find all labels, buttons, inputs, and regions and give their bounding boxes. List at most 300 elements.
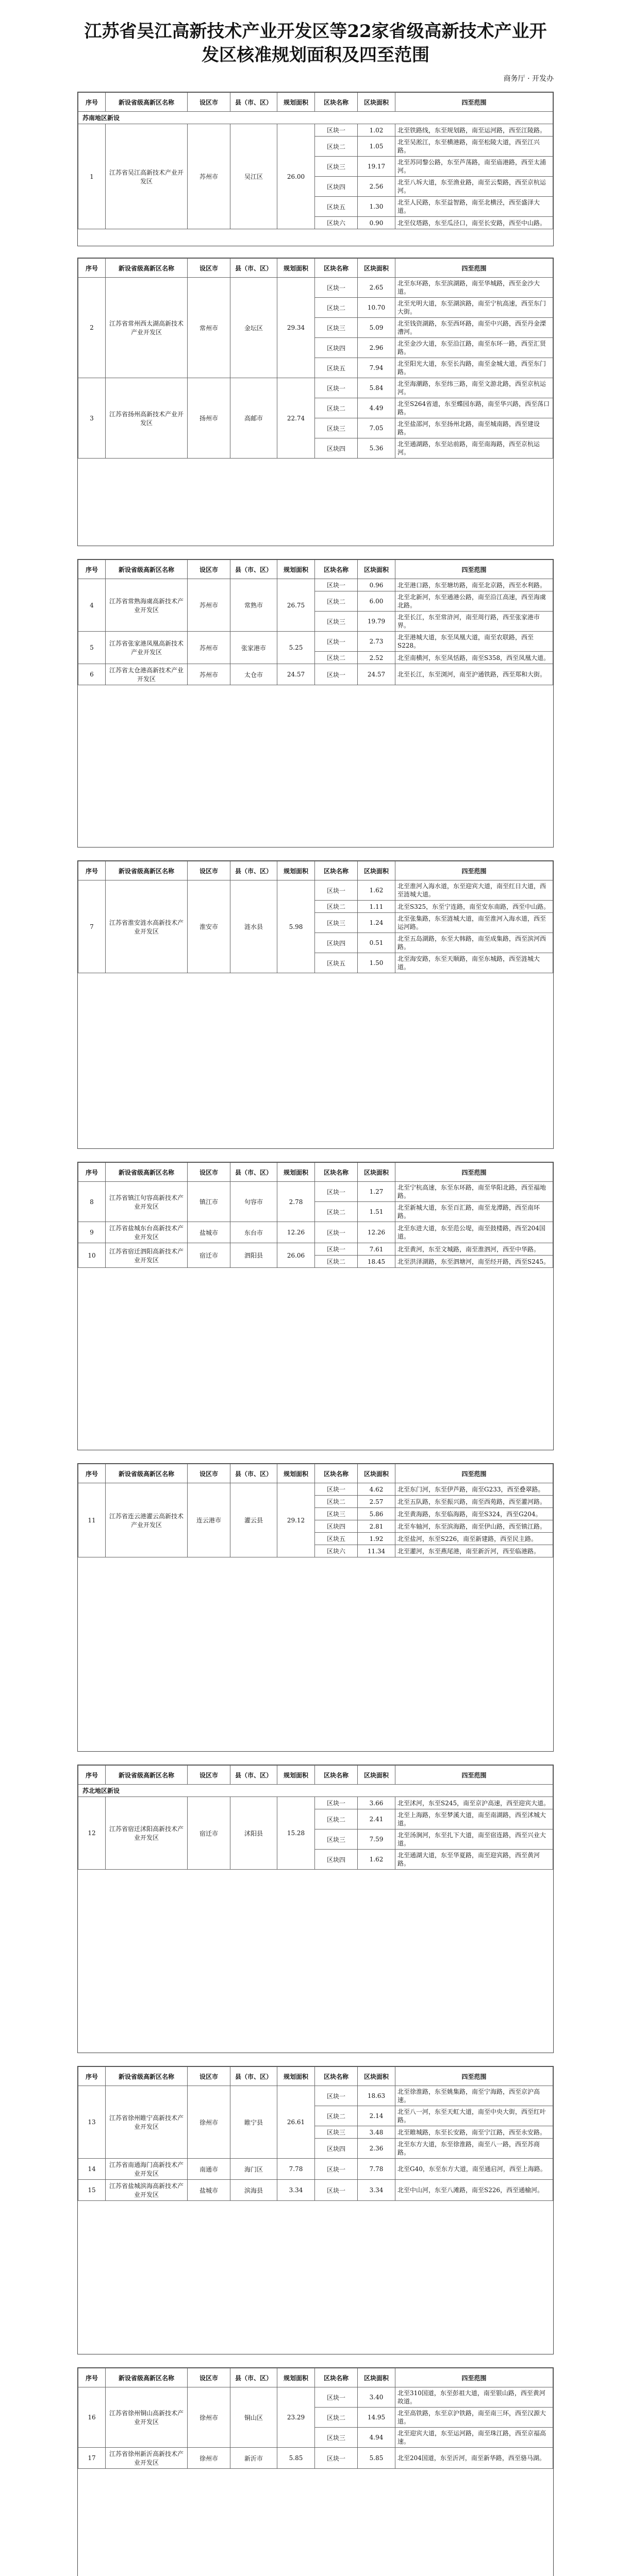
block-name: 区块四 [315,338,358,358]
table-row [78,378,553,398]
boundary-description: 北至长江，东至常浒河，南至周行路，西至张家港市界。 [395,612,553,632]
city-name: 连云港市 [188,1483,230,1557]
block-name: 区块一 [315,1243,358,1256]
boundary-description: 北至阳光大道，东至长沟路，南至金城大道，西至东门路。 [395,358,553,378]
column-header: 四至范围 [395,560,553,579]
city-name: 南通市 [188,2159,230,2180]
boundary-description: 北至金沙大道，东至沿江路，南至东环一路，西至汇贤路。 [395,338,553,358]
column-header: 序号 [78,861,106,880]
park-name: 江苏省淮安涟水高新技术产业开发区 [106,880,188,973]
column-header: 区块名称 [315,1163,358,1182]
block-area: 5.85 [358,2448,395,2469]
county-name: 新沂市 [230,2448,277,2469]
column-header: 县（市、区） [230,560,277,579]
planned-area: 29.34 [277,278,315,378]
column-header: 序号 [78,1464,106,1483]
park-name: 江苏省太仓港高新技术产业开发区 [106,664,188,685]
table-row [78,1483,553,1496]
block-area: 2.41 [358,1809,395,1829]
block-name: 区块二 [315,591,358,612]
block-area: 2.81 [358,1520,395,1533]
column-header: 规划面积 [277,1766,315,1785]
block-name: 区块二 [315,652,358,664]
park-number: 8 [78,1182,106,1222]
column-header: 设区市 [188,560,230,579]
table-row [78,1797,553,1809]
document-page [77,559,554,848]
block-area: 11.34 [358,1545,395,1557]
block-area: 1.24 [358,913,395,933]
block-area: 7.78 [358,2159,395,2180]
document-page [77,92,554,246]
block-name: 区块四 [315,1850,358,1870]
column-header: 规划面积 [277,2067,315,2086]
park-name: 江苏省徐州睢宁高新技术产业开发区 [106,2086,188,2159]
column-header: 区块面积 [358,1163,395,1182]
column-header: 新设省级高新区名称 [106,560,188,579]
block-name: 区块五 [315,197,358,217]
column-header: 规划面积 [277,560,315,579]
column-header: 县（市、区） [230,2067,277,2086]
park-name: 江苏省张家港凤凰高新技术产业开发区 [106,632,188,664]
boundary-description: 北至八一河，东至天虹大道，南至中央大街，西至红叶路。 [395,2106,553,2126]
column-header: 县（市、区） [230,1163,277,1182]
document-title: 江苏省吴江高新技术产业开发区等22家省级高新技术产业开发区核准规划面积及四至范围 [84,21,547,65]
column-header: 序号 [78,1766,106,1785]
boundary-description: 北至高铁路，东至京沪铁路，南至南三环，西至汉源大道。 [395,2408,553,2428]
block-name: 区块一 [315,1797,358,1809]
block-name: 区块四 [315,933,358,953]
block-name: 区块二 [315,901,358,913]
boundary-description: 北至新城大道，东至百汇路，南至龙潭路，西至南环路。 [395,1202,553,1222]
block-name: 区块一 [315,2448,358,2469]
county-name: 海门区 [230,2159,277,2180]
block-area: 1.62 [358,880,395,901]
block-name: 区块二 [315,398,358,418]
block-area: 1.27 [358,1182,395,1202]
park-name: 江苏省宿迁沭阳高新技术产业开发区 [106,1797,188,1870]
county-name: 常熟市 [230,579,277,632]
block-area: 5.84 [358,378,395,398]
boundary-description: 北至港口路，东至塘坊路，南至北京路，西至水利路。 [395,579,553,591]
block-name: 区块三 [315,1508,358,1520]
column-header: 规划面积 [277,861,315,880]
column-header: 县（市、区） [230,2368,277,2387]
boundary-description: 北至宁杭高速，东至东环路，南至华阳北路，西至福地路。 [395,1182,553,1202]
boundary-description: 北至上海路，东至梦溪大道，南至南湖路，西至沭城大道。 [395,1809,553,1829]
column-header: 规划面积 [277,2368,315,2387]
document-page [77,258,554,546]
park-area-table [78,258,553,459]
column-header: 区块面积 [358,861,395,880]
block-area: 1.11 [358,901,395,913]
column-header: 新设省级高新区名称 [106,93,188,112]
county-name: 滨海县 [230,2180,277,2201]
table-row [78,1243,553,1256]
county-name: 太仓市 [230,664,277,685]
boundary-description: 北至钱资湖路，东至西环路，南至中兴路，西至丹金溧漕河。 [395,318,553,338]
column-header: 新设省级高新区名称 [106,2067,188,2086]
block-area: 2.73 [358,632,395,652]
column-header: 序号 [78,560,106,579]
boundary-description: 北至东进大道，东至范公堤，南至鼓楼路，西至204国道。 [395,1222,553,1243]
block-name: 区块二 [315,2106,358,2126]
boundary-description: 北至铁路线，东至规划路，南至运河路，西至江陵路。 [395,124,553,137]
park-number: 9 [78,1222,106,1243]
boundary-description: 北至海安路，东至天顺路，南至东城路，西至涟城大道。 [395,953,553,973]
boundary-description: 北至长江，东至浏河，南至沪通铁路，西至郑和大街。 [395,664,553,685]
column-header: 区块名称 [315,93,358,112]
county-name: 句容市 [230,1182,277,1222]
county-name: 涟水县 [230,880,277,973]
planned-area: 26.06 [277,1243,315,1268]
city-name: 盐城市 [188,1222,230,1243]
boundary-description: 北至东门河，东至伊芦路，南至G233，西至叠翠路。 [395,1483,553,1496]
column-header: 序号 [78,1163,106,1182]
city-name: 常州市 [188,278,230,378]
park-name: 江苏省南通海门高新技术产业开发区 [106,2159,188,2180]
table-header-row [78,861,553,880]
block-area: 0.51 [358,933,395,953]
boundary-description: 北至G40，东至东方大道，南至通启河，西至上海路。 [395,2159,553,2180]
park-name: 江苏省扬州高新技术产业开发区 [106,378,188,459]
column-header: 区块名称 [315,1766,358,1785]
park-area-table [78,1765,553,1870]
table-header-row [78,2368,553,2387]
table-row [78,2086,553,2106]
city-name: 徐州市 [188,2448,230,2469]
city-name: 镇江市 [188,1182,230,1222]
park-number: 1 [78,124,106,229]
boundary-description: 北至苏同黎公路，东至芦荡路，南至庙港路，西至太浦河。 [395,157,553,177]
column-header: 新设省级高新区名称 [106,1766,188,1785]
table-header-row [78,259,553,278]
boundary-description: 北至五岛湖路，东至大韩路，南至成集路，西至滨河西路。 [395,933,553,953]
column-header: 区块名称 [315,560,358,579]
column-header: 县（市、区） [230,1766,277,1785]
block-name: 区块二 [315,1256,358,1268]
boundary-description: 北至车轴河，东至滨海路，南至伊山路，西至镇江路。 [395,1520,553,1533]
block-name: 区块一 [315,2086,358,2106]
column-header: 四至范围 [395,93,553,112]
block-name: 区块四 [315,177,358,197]
block-name: 区块三 [315,612,358,632]
planned-area: 26.75 [277,579,315,632]
block-name: 区块一 [315,278,358,298]
planned-area: 26.61 [277,2086,315,2159]
column-header: 设区市 [188,1163,230,1182]
boundary-description: 北至沭河，东至S245，南至京沪高速，西至迎宾大道。 [395,1797,553,1809]
city-name: 扬州市 [188,378,230,459]
park-number: 10 [78,1243,106,1268]
planned-area: 22.74 [277,378,315,459]
block-area: 6.00 [358,591,395,612]
table-row [78,2448,553,2469]
planned-area: 29.12 [277,1483,315,1557]
block-name: 区块三 [315,913,358,933]
park-number: 3 [78,378,106,459]
block-name: 区块一 [315,664,358,685]
block-name: 区块三 [315,418,358,438]
park-area-table [78,92,553,229]
table-header-row [78,1163,553,1182]
block-area: 18.45 [358,1256,395,1268]
block-name: 区块四 [315,2139,358,2159]
planned-area: 12.26 [277,1222,315,1243]
block-name: 区块五 [315,1533,358,1545]
column-header: 四至范围 [395,2368,553,2387]
boundary-description: 北至东方大道，东至徐淮路，南至八一路，西至苏商路。 [395,2139,553,2159]
table-row [78,124,553,137]
park-number: 4 [78,579,106,632]
document-page [77,1463,554,1752]
park-number: 14 [78,2159,106,2180]
county-name: 沭阳县 [230,1797,277,1870]
category-row [78,112,553,124]
block-area: 4.62 [358,1483,395,1496]
park-area-table [78,1162,553,1268]
block-name: 区块三 [315,1829,358,1850]
block-name: 区块三 [315,157,358,177]
block-area: 5.09 [358,318,395,338]
block-name: 区块一 [315,1483,358,1496]
boundary-description: 北至港城大道，东至凤凰大道，南至农联路，西至S228。 [395,632,553,652]
column-header: 四至范围 [395,861,553,880]
boundary-description: 北至迎宾大道，东至运河路，南至珠江路，西至京福高速。 [395,2428,553,2448]
column-header: 四至范围 [395,1464,553,1483]
block-area: 4.94 [358,2428,395,2448]
city-name: 苏州市 [188,579,230,632]
county-name: 泗阳县 [230,1243,277,1268]
block-area: 2.96 [358,338,395,358]
column-header: 区块面积 [358,259,395,278]
block-name: 区块一 [315,579,358,591]
park-number: 13 [78,2086,106,2159]
block-area: 3.40 [358,2387,395,2408]
block-area: 1.05 [358,137,395,157]
county-name: 灌云县 [230,1483,277,1557]
park-number: 12 [78,1797,106,1870]
boundary-description: 北至睢城路，东至长安路，南至宁江路，西至永安路。 [395,2126,553,2139]
block-name: 区块六 [315,217,358,229]
park-name: 江苏省徐州新沂高新技术产业开发区 [106,2448,188,2469]
block-area: 2.65 [358,278,395,298]
table-row [78,2387,553,2408]
park-number: 2 [78,278,106,378]
block-name: 区块二 [315,137,358,157]
block-area: 5.86 [358,1508,395,1520]
block-area: 2.36 [358,2139,395,2159]
table-row [78,632,553,652]
boundary-description: 北至仪塔路，东至瓜泾口，南至长安路，西至中山路。 [395,217,553,229]
column-header: 序号 [78,259,106,278]
block-name: 区块三 [315,318,358,338]
boundary-description: 北至盐邵河，东至扬州北路，南至城南路，西至建设路。 [395,418,553,438]
boundary-description: 北至洪泽湖路，东至泗塘河，南至经开路，西至S245。 [395,1256,553,1268]
table-header-row [78,93,553,112]
city-name: 徐州市 [188,2086,230,2159]
table-row [78,1182,553,1202]
table-row [78,664,553,685]
column-header: 区块面积 [358,93,395,112]
column-header: 四至范围 [395,1163,553,1182]
park-area-table [78,560,553,685]
block-area: 19.17 [358,157,395,177]
column-header: 区块名称 [315,861,358,880]
park-area-table [78,1464,553,1557]
column-header: 县（市、区） [230,93,277,112]
column-header: 四至范围 [395,1766,553,1785]
block-name: 区块三 [315,2428,358,2448]
category-label: 苏南地区新设 [78,112,553,124]
county-name: 高邮市 [230,378,277,459]
boundary-description: 北至吴淞江，东至横港路，南至松陵大道，西至江兴路。 [395,137,553,157]
column-header: 县（市、区） [230,861,277,880]
boundary-description: 北至汤涧河，东至扎下大道，南至宿连路，西至兴业大道。 [395,1829,553,1850]
boundary-description: 北至310国道，东至彭祖大道，南至银山路，西至黄河故道。 [395,2387,553,2408]
table-header-row [78,1766,553,1785]
block-area: 1.51 [358,1202,395,1222]
table-row [78,2180,553,2201]
planned-area: 5.25 [277,632,315,664]
boundary-description: 北至光明大道，东至湖滨路，南至宁杭高速，西至东门大街。 [395,298,553,318]
block-area: 18.63 [358,2086,395,2106]
column-header: 新设省级高新区名称 [106,1464,188,1483]
planned-area: 5.85 [277,2448,315,2469]
table-header-row [78,560,553,579]
block-name: 区块四 [315,1520,358,1533]
column-header: 区块名称 [315,2368,358,2387]
column-header: 区块面积 [358,2368,395,2387]
table-row [78,2159,553,2180]
park-name: 江苏省镇江句容高新技术产业开发区 [106,1182,188,1222]
boundary-description: 北至中山河，东至八滩路，南至S226，西至通榆河。 [395,2180,553,2201]
category-row [78,1785,553,1797]
block-area: 5.36 [358,438,395,459]
column-header: 序号 [78,2067,106,2086]
document-page [77,860,554,1149]
block-area: 12.26 [358,1222,395,1243]
column-header: 规划面积 [277,259,315,278]
column-header: 设区市 [188,2067,230,2086]
boundary-description: 北至S325，东至宁连路，南至安东南路，西至中山路。 [395,901,553,913]
column-header: 规划面积 [277,1163,315,1182]
block-name: 区块一 [315,2180,358,2201]
issuing-department: 商务厅 · 开发办 [503,75,554,83]
document-page [77,2367,554,2576]
boundary-description: 北至204国道，东至沂河，南至新华路，西至骆马湖。 [395,2448,553,2469]
county-name: 睢宁县 [230,2086,277,2159]
block-area: 19.79 [358,612,395,632]
column-header: 新设省级高新区名称 [106,259,188,278]
block-name: 区块二 [315,298,358,318]
document-page [77,1162,554,1450]
column-header: 设区市 [188,93,230,112]
block-area: 0.96 [358,579,395,591]
boundary-description: 北至五队路，东至振兴路，南至西苑路，西至灌河路。 [395,1496,553,1508]
block-area: 2.56 [358,177,395,197]
boundary-description: 北至八坼大道，东至渔业路，南至云梨路，西至京杭运河。 [395,177,553,197]
column-header: 新设省级高新区名称 [106,1163,188,1182]
boundary-description: 北至徐淮路，东至姚集路，南至宁海路，西至京沪高速。 [395,2086,553,2106]
park-name: 江苏省盐城东台高新技术产业开发区 [106,1222,188,1243]
park-name: 江苏省常州西太湖高新技术产业开发区 [106,278,188,378]
table-header-row [78,1464,553,1483]
city-name: 苏州市 [188,124,230,229]
boundary-description: 北至海潮路，东至纬三路，南至文游北路，西至京杭运河。 [395,378,553,398]
boundary-description: 北至灌河，东至燕尾港，南至新沂河，西至临港路。 [395,1545,553,1557]
column-header: 区块面积 [358,1766,395,1785]
block-name: 区块一 [315,2159,358,2180]
block-area: 4.49 [358,398,395,418]
block-area: 7.59 [358,1829,395,1850]
block-area: 2.52 [358,652,395,664]
column-header: 规划面积 [277,93,315,112]
planned-area: 23.29 [277,2387,315,2448]
planned-area: 5.98 [277,880,315,973]
park-name: 江苏省宿迁泗阳高新技术产业开发区 [106,1243,188,1268]
block-name: 区块三 [315,2126,358,2139]
block-name: 区块五 [315,358,358,378]
column-header: 区块名称 [315,2067,358,2086]
table-header-row [78,2067,553,2086]
block-area: 14.95 [358,2408,395,2428]
block-area: 3.34 [358,2180,395,2201]
city-name: 淮安市 [188,880,230,973]
boundary-description: 北至通湖路，东至站前路，南至南海路，西至京杭运河。 [395,438,553,459]
park-name: 江苏省吴江高新技术产业开发区 [106,124,188,229]
document-page [77,1765,554,2053]
block-area: 7.05 [358,418,395,438]
boundary-description: 北至张集路，东至涟城大道，南至淮河入海水道，西至运河路。 [395,913,553,933]
block-area: 2.14 [358,2106,395,2126]
block-area: 3.66 [358,1797,395,1809]
column-header: 设区市 [188,1464,230,1483]
boundary-description: 北至盐河，东至S226，南至新建路，西至民主路。 [395,1533,553,1545]
block-name: 区块二 [315,1496,358,1508]
park-area-table [78,861,553,973]
county-name: 东台市 [230,1222,277,1243]
boundary-description: 北至南横河，东至凤恬路，南至S358，西至凤凰大道。 [395,652,553,664]
block-name: 区块四 [315,438,358,459]
park-name: 江苏省常熟海虞高新技术产业开发区 [106,579,188,632]
block-name: 区块二 [315,2408,358,2428]
block-name: 区块一 [315,1222,358,1243]
column-header: 设区市 [188,861,230,880]
block-area: 3.48 [358,2126,395,2139]
city-name: 苏州市 [188,664,230,685]
column-header: 县（市、区） [230,1464,277,1483]
boundary-description: 北至黄河，东至文城路，南至淮泗河，西至中华路。 [395,1243,553,1256]
block-area: 1.02 [358,124,395,137]
block-area: 1.30 [358,197,395,217]
block-area: 1.92 [358,1533,395,1545]
city-name: 徐州市 [188,2387,230,2448]
column-header: 四至范围 [395,2067,553,2086]
county-name: 铜山区 [230,2387,277,2448]
planned-area: 26.00 [277,124,315,229]
park-number: 7 [78,880,106,973]
planned-area: 3.34 [277,2180,315,2201]
planned-area: 15.28 [277,1797,315,1870]
county-name: 吴江区 [230,124,277,229]
park-number: 11 [78,1483,106,1557]
column-header: 四至范围 [395,259,553,278]
block-name: 区块一 [315,124,358,137]
block-area: 1.62 [358,1850,395,1870]
city-name: 宿迁市 [188,1243,230,1268]
boundary-description: 北至淮河入海水道，东至迎宾大道，南至红日大道，西至涟城大道。 [395,880,553,901]
